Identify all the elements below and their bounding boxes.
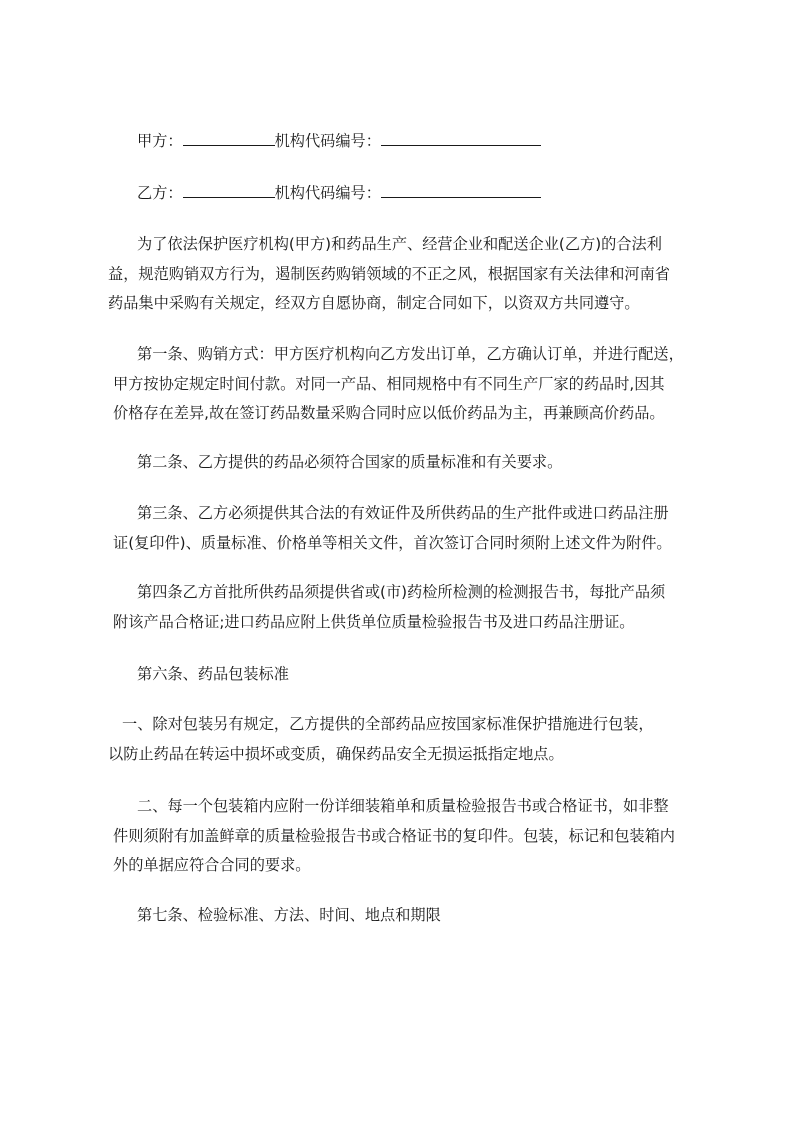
text-line: 一、除对包装另有规定，乙方提供的全部药品应按国家标准保护措施进行包装， xyxy=(122,715,654,733)
party-a-name-blank[interactable] xyxy=(183,131,275,146)
text-line: 证(复印件)、质量标准、价格单等相关文件，首次签订合同时须附上述文件为附件。 xyxy=(113,533,672,552)
text-line: 为了依法保护医疗机构(甲方)和药品生产、经营企业和配送企业(乙方)的合法利 xyxy=(137,235,662,253)
preamble-paragraph xyxy=(108,230,708,319)
text-line: 第三条、乙方必须提供其合法的有效证件及所供药品的生产批件或进口药品注册 xyxy=(137,504,669,522)
party-b-label: 乙方： xyxy=(137,184,183,202)
text-line: 甲方按协定规定时间付款。对同一产品、相同规格中有不同生产厂家的药品时,因其 xyxy=(113,374,665,393)
article-7-heading xyxy=(108,901,708,931)
text-line: 第一条、购销方式：甲方医疗机构向乙方发出订单，乙方确认订单，并进行配送， xyxy=(137,345,684,363)
article-2-paragraph xyxy=(108,448,708,478)
text-line: 价格存在差异,故在签订药品数量采购合同时应以低价药品为主，再兼顾高价药品。 xyxy=(113,404,665,422)
party-a-code-blank[interactable] xyxy=(381,131,541,146)
text-line: 第六条、药品包装标准 xyxy=(137,665,289,683)
party-a-line xyxy=(137,130,541,152)
text-line: 第七条、检验标准、方法、时间、地点和期限 xyxy=(137,906,441,924)
text-line: 以防止药品在转运中损坏或变质，确保药品安全无损运抵指定地点。 xyxy=(108,744,564,763)
party-b-code-blank[interactable] xyxy=(381,183,541,198)
party-a-code-label: 机构代码编号： xyxy=(274,132,381,150)
article-6-heading xyxy=(108,660,708,690)
article-1-paragraph xyxy=(108,340,708,429)
party-a-label: 甲方： xyxy=(137,132,183,150)
article-3-paragraph xyxy=(108,499,708,558)
clause-1-paragraph xyxy=(108,710,708,769)
party-b-name-blank[interactable] xyxy=(183,183,275,198)
party-b-line xyxy=(137,182,541,204)
text-line: 二、每一个包装箱内应附一份详细装箱单和质量检验报告书或合格证书，如非整 xyxy=(137,797,669,815)
party-b-code-label: 机构代码编号： xyxy=(274,184,381,202)
text-line: 外的单据应符合合同的要求。 xyxy=(113,856,311,874)
text-line: 附该产品合格证;进口药品应附上供货单位质量检验报告书及进口药品注册证。 xyxy=(113,612,635,631)
clause-2-paragraph xyxy=(108,792,708,881)
text-line: 第二条、乙方提供的药品必须符合国家的质量标准和有关要求。 xyxy=(137,453,563,471)
article-4-paragraph xyxy=(108,578,708,637)
text-line: 益，规范购销双方行为，遏制医药购销领域的不正之风，根据国家有关法律和河南省 xyxy=(108,264,670,283)
text-line: 件则须附有加盖鲜章的质量检验报告书或合格证书的复印件。包装，标记和包装箱内 xyxy=(113,826,675,845)
text-line: 第四条乙方首批所供药品须提供省或(市)药检所检测的检测报告书，每批产品须 xyxy=(137,583,666,601)
text-line: 药品集中采购有关规定，经双方自愿协商，制定合同如下，以资双方共同遵守。 xyxy=(108,294,640,312)
